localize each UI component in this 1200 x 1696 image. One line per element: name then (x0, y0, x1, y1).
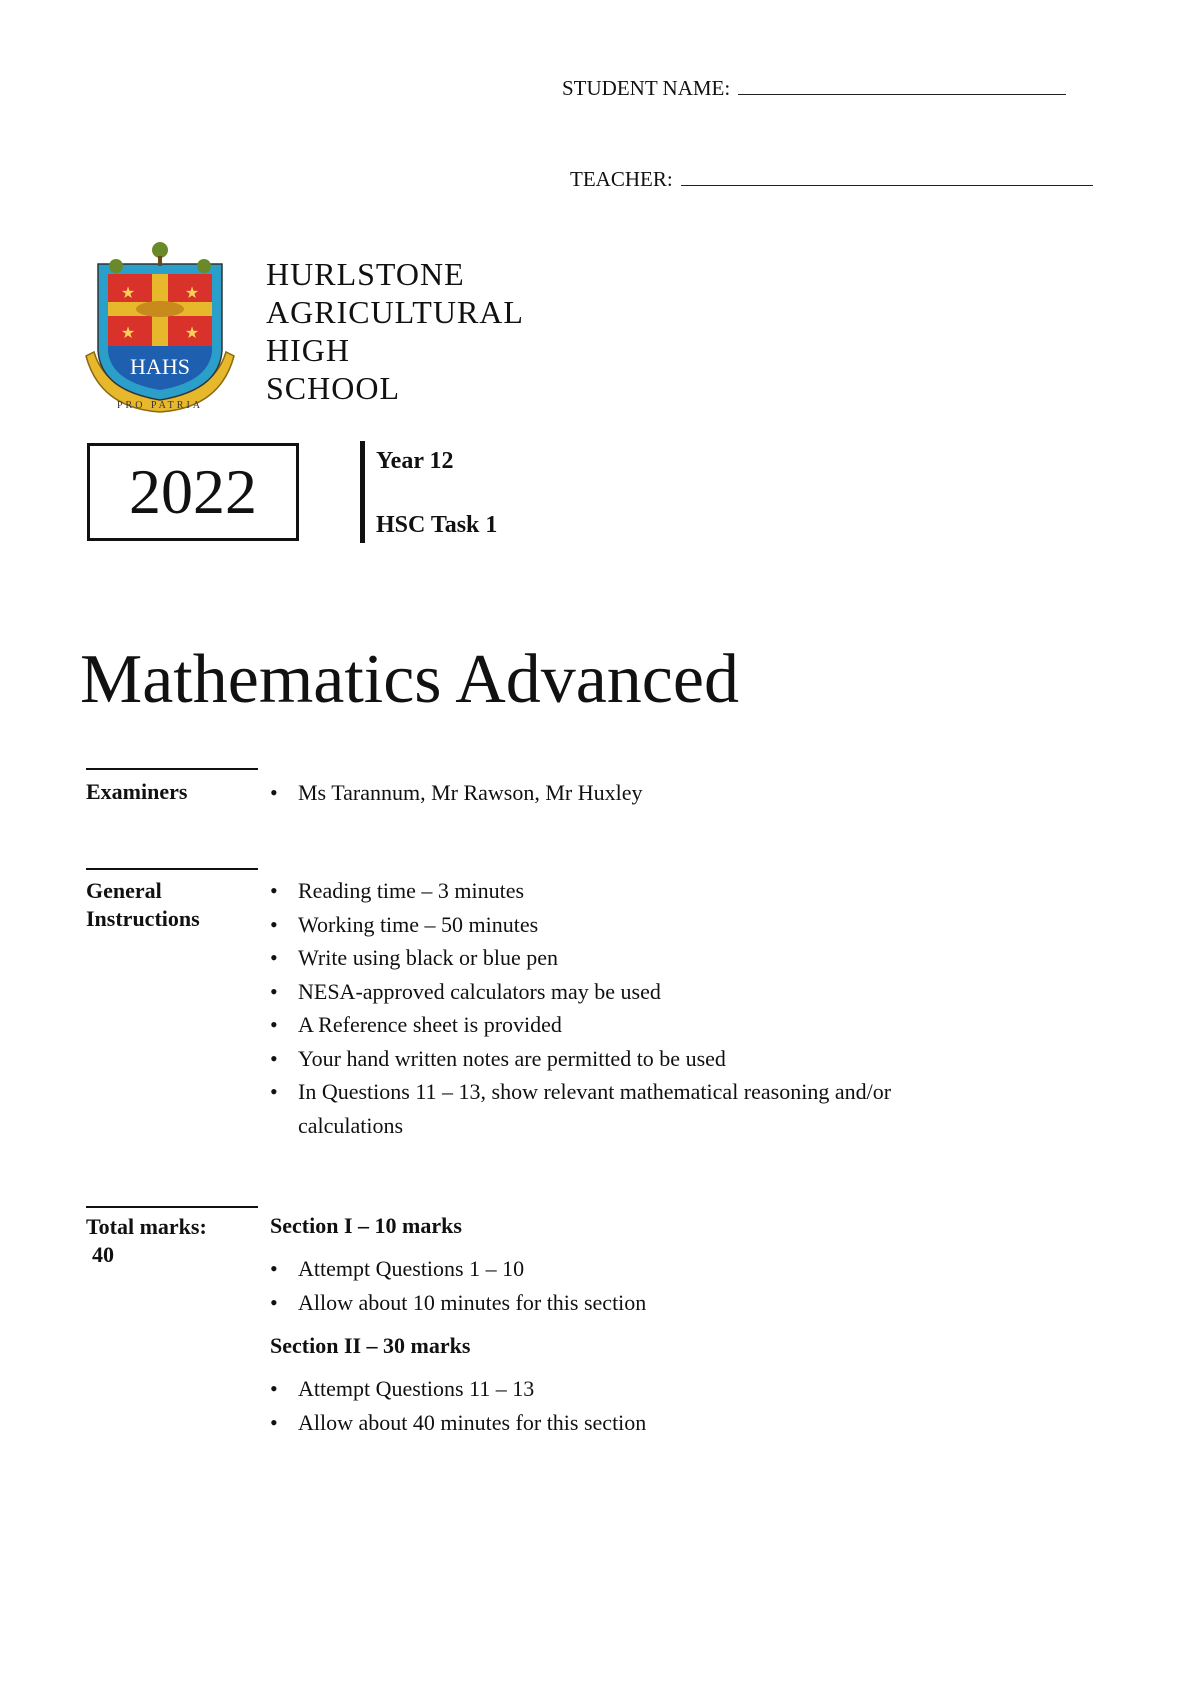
svg-text:★: ★ (120, 285, 136, 302)
section-2-list (268, 1372, 646, 1439)
examiners-rule (86, 768, 258, 770)
examiners-label: Examiners (86, 779, 188, 804)
year-level: Year 12 (376, 448, 454, 474)
teacher-field[interactable] (570, 167, 1093, 192)
student-name-label: STUDENT NAME: (562, 76, 731, 100)
subject-title: Mathematics Advanced (80, 641, 739, 718)
svg-text:★: ★ (120, 325, 136, 342)
list-item: • Reading time – 3 minutes (268, 874, 908, 908)
list-item: • A Reference sheet is provided (268, 1008, 908, 1042)
student-name-field[interactable] (562, 76, 1066, 101)
list-item: • NESA-approved calculators may be used (268, 975, 908, 1009)
instructions-label-line: General (86, 878, 162, 903)
section-1-list (268, 1252, 646, 1319)
school-crest-icon (80, 240, 240, 416)
list-item: • Your hand written notes are permitted to be used (268, 1042, 908, 1076)
student-name-line[interactable] (738, 93, 1066, 95)
section-1-heading: Section I – 10 marks (270, 1213, 462, 1238)
teacher-label: TEACHER: (570, 167, 673, 191)
school-name (266, 255, 524, 407)
list-item: • In Questions 11 – 13, show relevant mathematical reasoning and/or calculations (268, 1075, 908, 1142)
school-name-line: HIGH (266, 332, 350, 368)
teacher-line[interactable] (681, 184, 1093, 186)
list-item: • Allow about 40 minutes for this section (268, 1406, 646, 1440)
examiners-list (268, 776, 643, 810)
school-name-line: HURLSTONE (266, 256, 465, 292)
instructions-label (86, 877, 200, 933)
examiners-names: • Ms Tarannum, Mr Rawson, Mr Huxley (268, 776, 643, 810)
school-crest (80, 240, 240, 416)
list-item: • Attempt Questions 1 – 10 (268, 1252, 646, 1286)
instructions-label-line: Instructions (86, 906, 200, 931)
section-2-heading: Section II – 30 marks (270, 1333, 471, 1358)
list-item: • Write using black or blue pen (268, 941, 908, 975)
total-marks-label: Total marks: (86, 1214, 207, 1239)
svg-text:★: ★ (184, 285, 200, 302)
marks-rule (86, 1206, 258, 1208)
school-name-line: AGRICULTURAL (266, 294, 524, 330)
school-name-line: SCHOOL (266, 370, 401, 406)
list-item: • Working time – 50 minutes (268, 908, 908, 942)
exam-year-box (87, 443, 299, 541)
total-marks-value: 40 (92, 1242, 114, 1267)
task-divider (360, 441, 365, 543)
instructions-list (268, 874, 908, 1142)
list-item: • Attempt Questions 11 – 13 (268, 1372, 646, 1406)
svg-text:HAHS: HAHS (130, 354, 190, 379)
task-name: HSC Task 1 (376, 512, 498, 538)
exam-year: 2022 (129, 456, 257, 527)
svg-text:★: ★ (184, 325, 200, 342)
instructions-rule (86, 868, 258, 870)
list-item: • Allow about 10 minutes for this section (268, 1286, 646, 1320)
svg-text:PRO PATRIA: PRO PATRIA (116, 400, 204, 411)
